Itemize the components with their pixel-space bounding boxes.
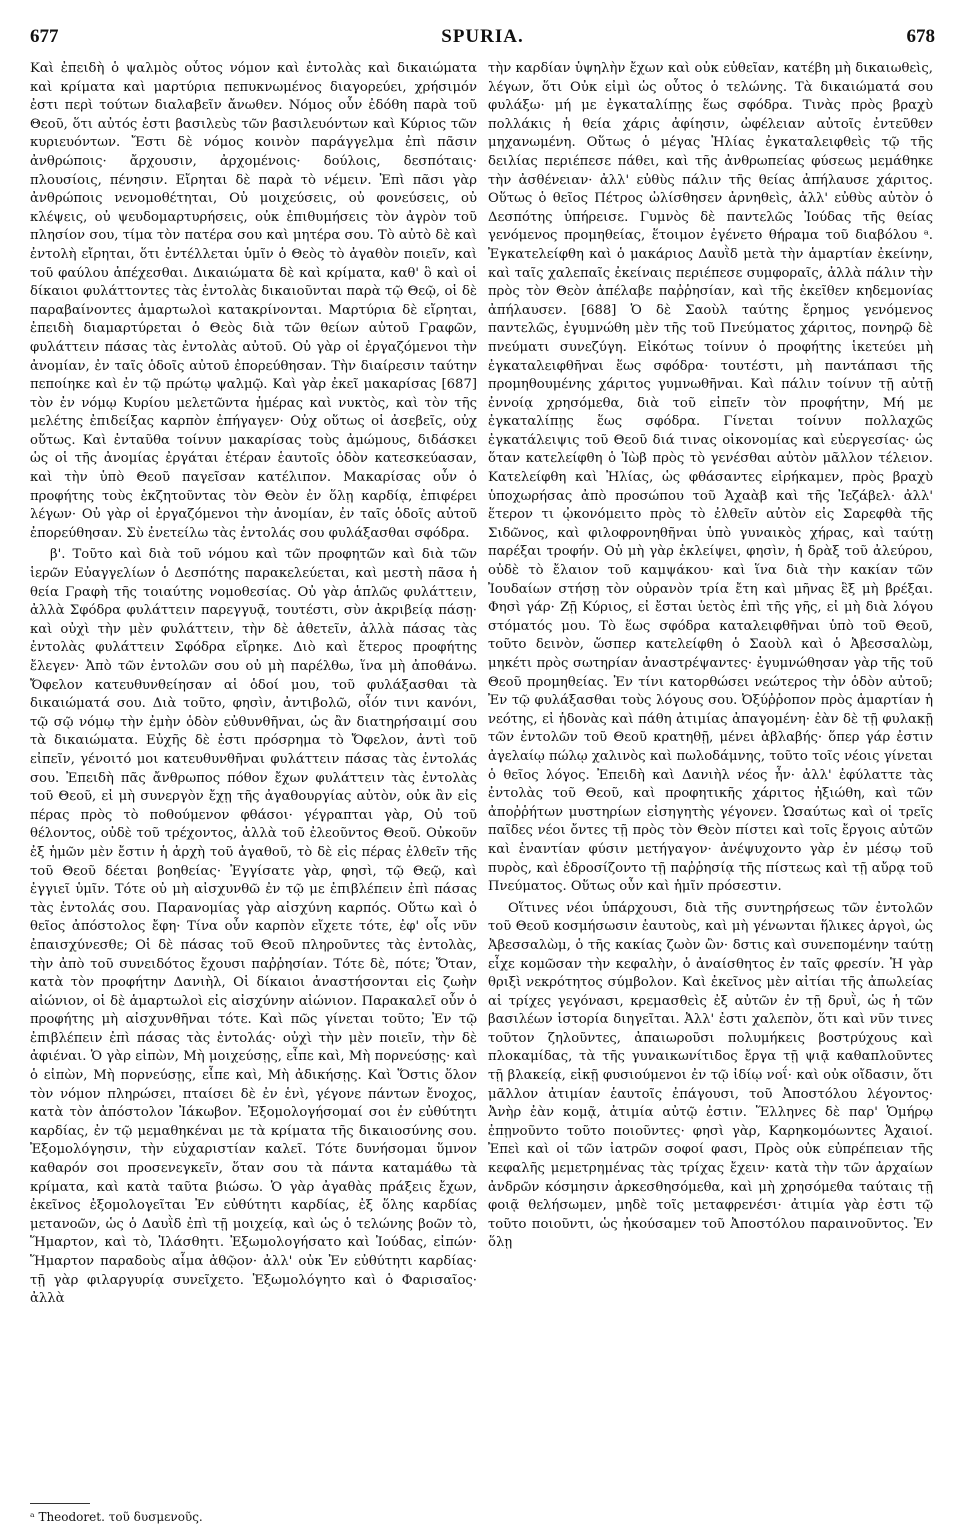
paragraph: Καὶ ἐπειδὴ ὁ ψαλμὸς οὗτος νόμον καὶ ἐντολὰς καὶ δικαιώματα καὶ κρίματα καὶ μαρτύρια πεπυκνωμένος διαγορεύει, χρήσιμόν ἐστι περὶ τούτων διαλαβεῖν ἄνωθεν. Νόμος οὖν ἐδόθη παρὰ τοῦ Θεοῦ, ὅτι αὐτός ἐστι βασιλεὺς τῶν βασιλευόντων καὶ Κύριος τῶν κυριευόντων. Ἔστι δὲ νόμος κοινὸν παράγγελμα ἐπὶ πᾶσιν ἀνθρώποις· ἄρχουσιν, ἀρχομένοις· δούλοις, δεσπόταις· πλουσίοις, πένησιν. Εἴρηται δὲ παρὰ τὸ νέμειν. Ἐπὶ πᾶσι γὰρ ἀνθρώποις νενομοθέτηται, Οὐ μοιχεύσεις, οὐ φονεύσεις, οὐ κλέψεις, οὐ ψευδομαρτυρήσεις, οὐκ ἐπιθυμήσεις τὸν ἀγρὸν τοῦ πλησίον σου, τίμα τὸν πατέρα σου καὶ μητέρα σου. Τὸ αὐτὸ δὲ καὶ ἐντολὴ εἴρηται, ὅτι ἐντέλλεται ὑμῖν ὁ Θεὸς τὸ ἀγαθὸν ποιεῖν, καὶ τοῦ φαύλου ἀπέχεσθαι. Δικαιώματα δὲ καὶ κρίματα, καθ' ὃ καὶ οἱ δίκαιοι φυλάττοντες τὰς ἐντολὰς δικαιοῦνται παρὰ τῷ Θεῷ, οἱ δὲ παραβαίνοντες ἁμαρτωλοὶ κατακρίνονται. Μαρτύρια δὲ εἴρηται, ἐπειδὴ διαμαρτύρεται ὁ Θεὸς διὰ τῶν θείων αὐτοῦ Γραφῶν, φυλάττειν πάσας τὰς ἐντολὰς αὐτοῦ. Οὐ γὰρ οἱ ἐργαζόμενοι τὴν ἀνομίαν, ἐν ταῖς ὁδοῖς αὐτοῦ ἐπορεύθησαν. Τὴν διαίρεσιν ταύτην πεποίηκε καὶ ἐν τῷ πρώτῳ ψαλμῷ. Καὶ γὰρ ἐκεῖ μακαρίσας [687] τὸν ἐν νόμῳ Κυρίου μελετῶντα ἡμέρας καὶ νυκτὸς, καὶ τὸν τῆς μελέτης ἐπιδείξας καρπὸν ἐπήγαγεν· Οὐχ οὕτως οἱ ἀσεβεῖς, οὐχ οὕτως. Καὶ ἐνταῦθα τοίνυν μακαρίσας τοὺς ἀμώμους, διδάσκει ὡς οἱ τῆς ἀνομίας ἐργάται ἑτέραν ἑαυτοῖς ὁδὸν κατεσκεύασαν, καὶ τὴν ὑπὸ Θεοῦ παγεῖσαν κατέλιπον. Μακαρίσας οὖν ὁ προφήτης τοὺς ἐκζητοῦντας τὸν Θεὸν ἐν ὅλῃ καρδίᾳ, ἐπιφέρει λέγων· Οὐ γὰρ οἱ ἐργαζόμενοι τὴν ἀνομίαν, ἐν ταῖς ὁδοῖς αὐτοῦ ἐπορεύθησαν. Σὺ ἐνετείλω τὰς ἐντολάς σου φυλάξασθαι σφόδρα. [30, 61, 477, 541]
footnote: ᵃ Theodoret. τοῦ δυσμενοῦς. [30, 1510, 203, 1524]
left-page-number: 677 [30, 26, 59, 47]
paragraph: τὴν καρδίαν ὑψηλὴν ἔχων καὶ οὐκ εὐθεῖαν, κατέβη μὴ δικαιωθεὶς, λέγων, ὅτι Οὐκ εἰμὶ ὡς οὗτος ὁ τελώνης. Τὰ δικαιώματά σου φυλάξω· μή με ἐγκαταλίπῃς ἕως σφόδρα. Τινὰς πρὸς βραχὺ πολλάκις ἡ θεία χάρις ἀφίησιν, ὠφέλειαν αὐτοῖς ἐντεῦθεν μηχανωμένη. Οὕτως ὁ μέγας Ἠλίας ἐγκαταλειφθεὶς τῷ τῆς δειλίας περιέπεσε πάθει, καὶ τῆς ἀνθρωπείας φύσεως μεμάθηκε τὴν ἀσθένειαν· ἀλλ' εὐθὺς πάλιν τῆς θείας ἀπήλαυσε χάριτος. Οὕτως ὁ θεῖος Πέτρος ὠλίσθησεν ἀρνηθεὶς, ἀλλ' εὐθὺς αὐτὸν ὁ Δεσπότης ὑπήρεισε. Γυμνὸς δὲ παντελῶς Ἰούδας τῆς θείας γενόμενος προμηθείας, ἕτοιμον ἐγένετο θήραμα τοῦ διαβόλου ᵃ. Ἐγκατελείφθη καὶ ὁ μακάριος Δαυῒδ μετὰ τὴν ἁμαρτίαν ἐκείνην, καὶ ταῖς χαλεπαῖς ἐκείναις περιέπεσε συμφοραῖς, ἀλλὰ πάλιν τὴν πρὸς τὸν Θεὸν ἀπέλαβε παῤῥησίαν, καὶ τῆς ἐκεῖθεν κηδεμονίας ἀπήλαυσεν. [688] Ὁ δὲ Σαοὺλ ταύτης ἔρημος γενόμενος παντελῶς, ἐγυμνώθη μὲν τῆς τοῦ Πνεύματος χάριτος, πονηρῷ δὲ πνεύματι συνεζύγη. Εἰκότως τοίνυν ὁ προφήτης ἱκετεύει μὴ ἐγκαταλειφθῆναι ἕως σφόδρα· τουτέστι, μὴ παντάπασι τῆς προμηθουμένης χάριτος γυμνωθῆναι. Καὶ πάλιν τοίνυν τῇ αὐτῇ ἐννοίᾳ χρησόμεθα, διὰ τοῦ εἰπεῖν τὸν προφήτην, Μή με ἐγκαταλίπῃς ἕως σφόδρα. Γίνεται τοίνυν πολλαχῶς ἐγκατάλειψις τοῦ Θεοῦ διά τινας οἰκονομίας καὶ εὐεργεσίας· ὡς ὅταν κατελείφθη ὁ Ἰὼβ πρὸς τὸ γενέσθαι αὐτὸν μᾶλλον τέλειον. Κατελείφθη καὶ Ἠλίας, ὡς φθάσαντες εἰρήκαμεν, πρὸς βραχὺ ὑποχωρήσας ἀπὸ προσώπου τοῦ Ἀχαὰβ καὶ τῆς Ἰεζάβελ· ἀλλ' ἕτερον τι ᾠκονόμειτο πρὸς τὸ ἐλθεῖν αὐτὸν εἰς Σαρεφθὰ τῆς Σιδῶνος, καὶ φιλοφρονηθῆναι ὑπὸ γυναικὸς χήρας, καὶ ταύτῃ παρέξαι τροφήν. Οὐ μὴ γὰρ ἐκλείψει, φησὶν, ἡ δρὰξ τοῦ ἀλεύρου, οὐδὲ τὸ ἔλαιον τοῦ καμψάκου· καὶ ἵνα διὰ τὴν κακίαν τῶν Ἰουδαίων στήσῃ τὸν οὐρανὸν τρία ἔτη καὶ μῆνας ἓξ μὴ βρέξαι. Φησὶ γάρ· Ζῇ Κύριος, εἰ ἔσται ὑετὸς ἐπὶ τῆς γῆς, εἰ μὴ διὰ λόγου στόματός μου. Τὸ ἕως σφόδρα καταλειφθῆναι ὑπὸ τοῦ Θεοῦ, τοῦτο δεινὸν, ὥσπερ κατελείφθη ὁ Σαοὺλ καὶ ὁ Ἀβεσσαλὼμ, μηκέτι πρὸς σωτηρίαν ἀναστρέψαντες· ἐγυμνώθησαν γὰρ τῆς τοῦ Θεοῦ προμηθείας. Ἐν τίνι κατορθώσει νεώτερος τὴν ὁδὸν αὐτοῦ; Ἐν τῷ φυλάξασθαι τοὺς λόγους σου. Ὀξύῤῥοπον πρὸς ἁμαρτίαν ἡ νεότης, εἰ ἡδονὰς καὶ πάθη ἀτιμίας ἀπαγομένη· ἐὰν δὲ τῇ φυλακῇ τῶν ἐντολῶν τοῦ Θεοῦ κρατηθῇ, μένει ἀβλαβής· ὅπερ γάρ ἐστιν ἀγελαίῳ πώλῳ χαλινὸς καὶ πωλοδάμνης, τοῦτο τοῖς νέοις γίνεται ὁ θεῖος λόγος. Ἐπειδὴ καὶ Δανιὴλ νέος ἦν· ἀλλ' ἐφύλαττε τὰς ἐντολὰς τοῦ Θεοῦ, καὶ προφητικῆς χάριτος ἠξιώθη, καὶ τῶν ἀποῤῥήτων μυστηρίων εἰσηγητὴς γέγονεν. Ὡσαύτως καὶ οἱ τρεῖς παῖδες νέοι ὄντες τῇ πρὸς τὸν Θεὸν πίστει καὶ τοῖς ἔργοις αὐτῶν καὶ ἐναντίαν φύσιν μετήγαγον· ἀνέψυχοντο γὰρ ἐν μέσῳ τοῦ πυρὸς, καὶ ἐδροσίζοντο τῇ παῤῥησίᾳ τῆς πίστεως καὶ τῇ αὔρᾳ τοῦ Πνεύματος. Οὕτως οὖν καὶ ἡμῖν πρόσεστιν. [488, 61, 933, 895]
right-column [488, 60, 933, 1510]
paragraph: β'. Τοῦτο καὶ διὰ τοῦ νόμου καὶ τῶν προφητῶν καὶ διὰ τῶν ἱερῶν Εὐαγγελίων ὁ Δεσπότης παρακελεύεται, καὶ μεστὴ πᾶσα ἡ θεία Γραφὴ τῆς τοιαύτης νομοθεσίας. Οὐ γὰρ ἁπλῶς φυλάττειν, ἀλλὰ Σφόδρα φυλάττειν παρεγγυᾷ, τουτέστι, σὺν ἀκριβείᾳ πάσῃ· καὶ οὐχὶ τὴν μὲν φυλάττειν, τὴν δὲ ἀθετεῖν, ἀλλὰ πάσας τὰς ἐντολὰς φυλάττειν Σφόδρα εἴρηκε. Διὸ καὶ ἕτερος προφήτης ἔλεγεν· Ἀπὸ τῶν ἐντολῶν σου οὐ μὴ παρέλθω, ἵνα μὴ ἀποθάνω. Ὄφελον κατευθυνθείησαν αἱ ὁδοί μου, τοῦ φυλάξασθαι τὰ δικαιώματά σου. Διὰ τοῦτο, φησὶν, ἀντιβολῶ, οἷόν τινι κανόνι, τῷ σῷ νόμῳ τὴν ἐμὴν ὁδὸν εὐθυνθῆναι, ὡς ἂν διατηρήσαιμί σου τὰ δικαιώματα. Εὐχῆς δὲ ἐστι πρόσρημα τὸ Ὄφελον, ἀντὶ τοῦ εἰπεῖν, γένοιτό μοι κατευθυνθῆναι φυλάττειν πάσας τὰς ἐντολάς σου. Ἐπειδὴ πᾶς ἄνθρωπος πόθον ἔχων φυλάττειν τὰς ἐντολὰς τοῦ Θεοῦ, εἰ μὴ συνεργὸν ἔχῃ τῆς ἀγαθουργίας αὐτὸν, οὐκ ἂν εἰς πέρας πρὸς τὸ ποθούμενον φθάσοι· γέγραπται γὰρ, Οὐ τοῦ θέλοντος, οὐδὲ τοῦ τρέχοντος, ἀλλὰ τοῦ ἐλεοῦντος Θεοῦ. Οὐκοῦν ἐξ ἡμῶν μὲν ἔστιν ἡ ἀρχὴ τοῦ ἀγαθοῦ, τὸ δὲ εἰς πέρας ἐλθεῖν τῆς τοῦ Θεοῦ δέεται βοηθείας· Ἐγγίσατε γὰρ, φησὶ, τῷ Θεῷ, καὶ ἐγγιεῖ ὑμῖν. Τότε οὐ μὴ αἰσχυνθῶ ἐν τῷ με ἐπιβλέπειν ἐπὶ πάσας τὰς ἐντολάς σου. Παρανομίας γὰρ αἰσχύνη καρπός. Οὕτω καὶ ὁ θεῖος ἀπόστολος ἔφη· Τίνα οὖν καρπὸν εἴχετε τότε, ἐφ' οἷς νῦν ἐπαισχύνεσθε; Οἱ δὲ πάσας τοῦ Θεοῦ πληροῦντες τὰς ἐντολὰς, τὴν ἀπὸ τοῦ συνειδότος ἔχουσι παῤῥησίαν. Τότε δὲ, πότε; Ὅταν, κατὰ τὸν προφήτην Δανιὴλ, Οἱ δίκαιοι ἀναστήσονται εἰς ζωὴν αἰώνιον, οἱ δὲ ἁμαρτωλοὶ εἰς αἰσχύνην αἰώνιον. Παρακαλεῖ οὖν ὁ προφήτης μὴ αἰσχυνθῆναι τότε. Καὶ πῶς γίνεται τοῦτο; Ἐν τῷ ἐπιβλέπειν ἐπὶ πάσας τὰς ἐντολάς· οὐχὶ τὴν μὲν ποιεῖν, τὴν δὲ ἀφιέναι. Ὁ γὰρ εἰπὼν, Μὴ μοιχεύσῃς, εἶπε καὶ, Μὴ πορνεύσῃς· καὶ ὁ εἰπὼν, Μὴ πορνεύσῃς, εἶπε καὶ, Μὴ ἀδικήσῃς. Καὶ Ὅστις ὅλον τὸν νόμον πληρώσει, πταίσει δὲ ἐν ἑνὶ, γέγονε πάντων ἔνοχος, κατὰ τὸν ἀπόστολον Ἰάκωβον. Ἐξομολογήσομαί σοι ἐν εὐθύτητι καρδίας, ἐν τῷ μεμαθηκέναι με τὰ κρίματα τῆς δικαιοσύνης σου. Ἐξομολόγησιν, τὴν εὐχαριστίαν καλεῖ. Τότε δυνήσομαι ὕμνον καθαρόν σοι προσενεγκεῖν, ὅταν σου τὰ πάντα καταμάθω τὰ κρίματα, καὶ κατὰ ταῦτα βιώσω. Ὁ γὰρ ἀγαθὰς πράξεις ἔχων, ἐκεῖνος ἐξομολογεῖται Ἐν εὐθύτητι καρδίας, ἐξ ὅλης καρδίας μετανοῶν, ὡς ὁ Δαυῒδ ἐπὶ τῇ μοιχείᾳ, καὶ ὡς ὁ τελώνης βοῶν τὸ, Ἥμαρτον, καὶ τὸ, Ἱλάσθητι. Ἐξωμολογήσατο καὶ Ἰούδας, εἰπών· Ἥμαρτον παραδοὺς αἷμα ἀθῷον· ἀλλ' οὐκ Ἐν εὐθύτητι καρδίας· τῇ γὰρ φιλαργυρίᾳ συνεῖχετο. Ἐξωμολόγητο καὶ ὁ Φαρισαῖος· ἀλλὰ [30, 547, 477, 1307]
footnote-divider [30, 1503, 90, 1504]
paragraph: Οἵτινες νέοι ὑπάρχουσι, διὰ τῆς συντηρήσεως τῶν ἐντολῶν τοῦ Θεοῦ κοσμήσωσιν ἑαυτοὺς, καὶ μὴ γένωνται ἥλικες ἀργοὶ, ὡς Ἀβεσσαλὼμ, ὁ τῆς κακίας ζωὸν ὢν· δστις καὶ συνεπομένην ταύτῃ εἶχε κομῶσαν τὴν κεφαλὴν, ὁ ἀναίσθητος ἐν ταῖς φρεσίν. Ἡ γὰρ θριξὶ νεκρότητος σύμβολον. Καὶ ἐκεῖνος μὲν αἰτίαι τῆς ἀπωλείας αἱ τρίχες γεγόνασι, κρεμασθεὶς ἐξ αὐτῶν ἐν τῇ δρυῒ, ὡς ἡ τῶν βασιλέων ἱστορία διηγεῖται. Ἀλλ' ἐστι χαλεπὸν, ὅτι καὶ νῦν τινες τοῦτον ζηλοῦντες, ἀπαιωροῦσι πολυμήκεις βοστρύχους καὶ πλοκαμίδας, τὰ τῆς γυναικωνίτιδος ἔργα τῇ ψιᾷ καθαπλοῦντες τῇ βλακείᾳ, εἰκῇ φυσιούμενοι ἐν τῷ ἰδίῳ νοΐ· καὶ οὐκ οἴδασιν, ὅτι μᾶλλον ἀτιμίαν ἑαυτοῖς ἐπάγουσι, τοῦ Ἀποστόλου λέγοντος· Ἀνὴρ ἐὰν κομᾷ, ἀτιμία αὐτῷ ἐστιν. Ἕλληνες δὲ παρ' Ὁμήρῳ ἐπῃνοῦντο τοῦτο ποιοῦντες· φησὶ γὰρ, Καρηκομόωντες Ἀχαιοί. Ἐπεὶ καὶ οἱ τῶν ἰατρῶν σοφοί φασι, Πρὸς οὐκ εὐπρέπειαν τῆς κεφαλῆς μεμετρημένας τὰς τρίχας ἔχειν· κατὰ τὴν τῶν ἀρχαίων ἀνδρῶν κόσμησιν ἀρκεσθησόμεθα, καὶ μὴ χρησόμεθα ταύταις τῇ φοιᾷ θελήσωμεν, μηδὲ τοῖς μεταφρενέσι· ἀτιμία γὰρ ἐστι τῷ τοῦτο ποιοῦντι, ὡς ἠκούσαμεν τοῦ Ἀποστόλου παραινοῦντος. Ἐν ὅλῃ [488, 900, 933, 1251]
right-page-number: 678 [906, 26, 935, 47]
running-header [30, 26, 935, 56]
running-title: SPURIA. [441, 26, 524, 47]
left-column [30, 60, 477, 1510]
